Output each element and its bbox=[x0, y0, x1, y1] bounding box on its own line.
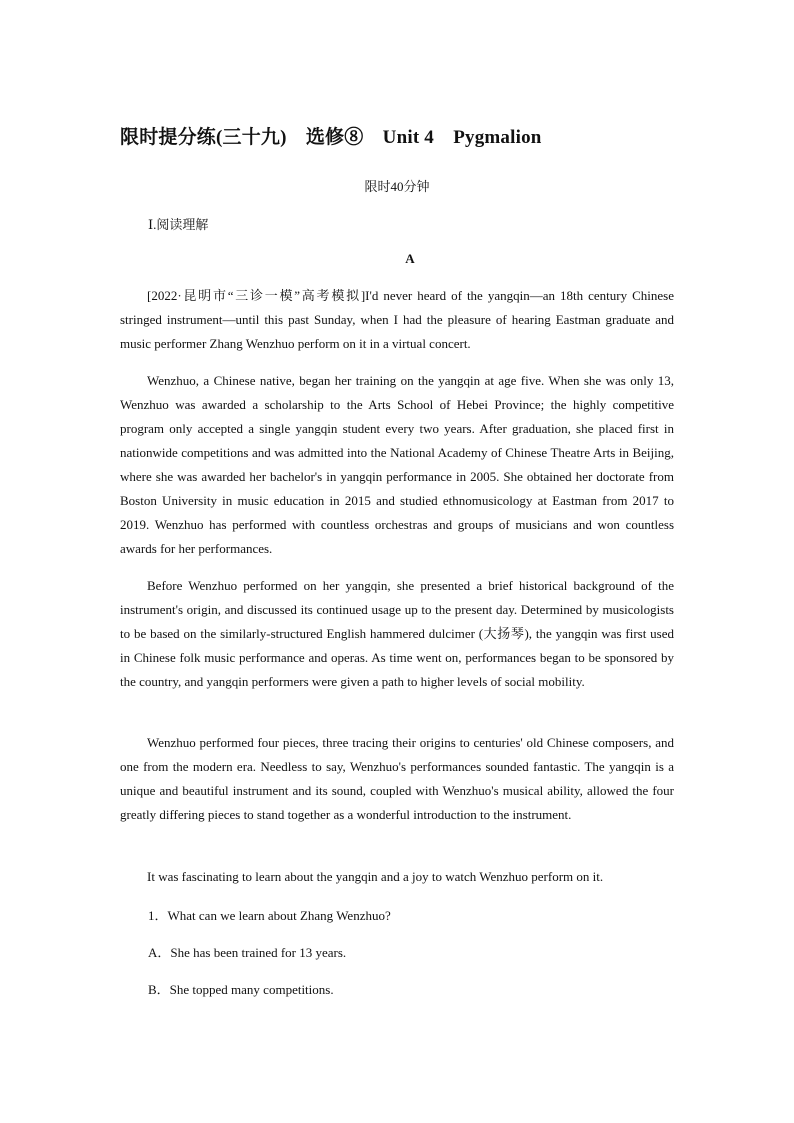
passage-label: A bbox=[405, 251, 415, 266]
paragraph-5: It was fascinating to learn about the yangqin and a joy to watch Wenzhuo perform on it. bbox=[147, 869, 604, 884]
document-title: 限时提分练(三十九) 选修⑧ Unit 4 Pygmalion bbox=[120, 127, 542, 148]
question-1-option-a: A．She has been trained for 13 years. bbox=[148, 945, 347, 960]
section-heading: Ⅰ.阅读理解 bbox=[148, 217, 209, 232]
paragraph-1: [2022·昆明市“三诊一模”高考模拟]I'd never heard of the yangqin—an 18th century Chinese stringed instrument—until this past Sunday, when I had the pleasure of hearing Eastman graduate and music performer Zhang Wenzhuo perform on it in a virtual concert. bbox=[120, 288, 674, 351]
paragraph-3: Before Wenzhuo performed on her yangqin, she presented a brief historical background of the instrument's origin, and discussed its continued usage up to the present day. Determined by musicologists to be based on the similarly-structured English hammered dulcimer (大扬琴), the yangqin was first used in Chinese folk music performance and operas. As time went on, performances began to be sponsored by the country, and yangqin performers were given a path to higher levels of social mobility. bbox=[120, 578, 674, 689]
question-1-stem: 1．What can we learn about Zhang Wenzhuo? bbox=[148, 908, 391, 923]
question-1-option-b: B．She topped many competitions. bbox=[148, 982, 334, 997]
time-limit: 限时40分钟 bbox=[364, 179, 430, 194]
paragraph-2: Wenzhuo, a Chinese native, began her training on the yangqin at age five. When she was only 13, Wenzhuo was awarded a scholarship to the Arts School of Hebei Province; the highly competitive program only accepted a single yangqin student every two years. After graduation, she placed first in nationwide competitions and was admitted into the National Academy of Chinese Theatre Arts in Beijing, where she was awarded her bachelor's in yangqin performance in 2005. She obtained her doctorate from Boston University in music education in 2015 and studied ethnomusicology at Eastman from 2017 to 2019. Wenzhuo has performed with countless orchestras and groups of musicians and won countless awards for her performances. bbox=[120, 373, 674, 556]
paragraph-4: Wenzhuo performed four pieces, three tracing their origins to centuries' old Chinese composers, and one from the modern era. Needless to say, Wenzhuo's performances sounded fantastic. The yangqin is a unique and beautiful instrument and its sound, coupled with Wenzhuo's musical ability, allowed the four greatly differing pieces to stand together as a wonderful introduction to the instrument. bbox=[120, 735, 674, 822]
